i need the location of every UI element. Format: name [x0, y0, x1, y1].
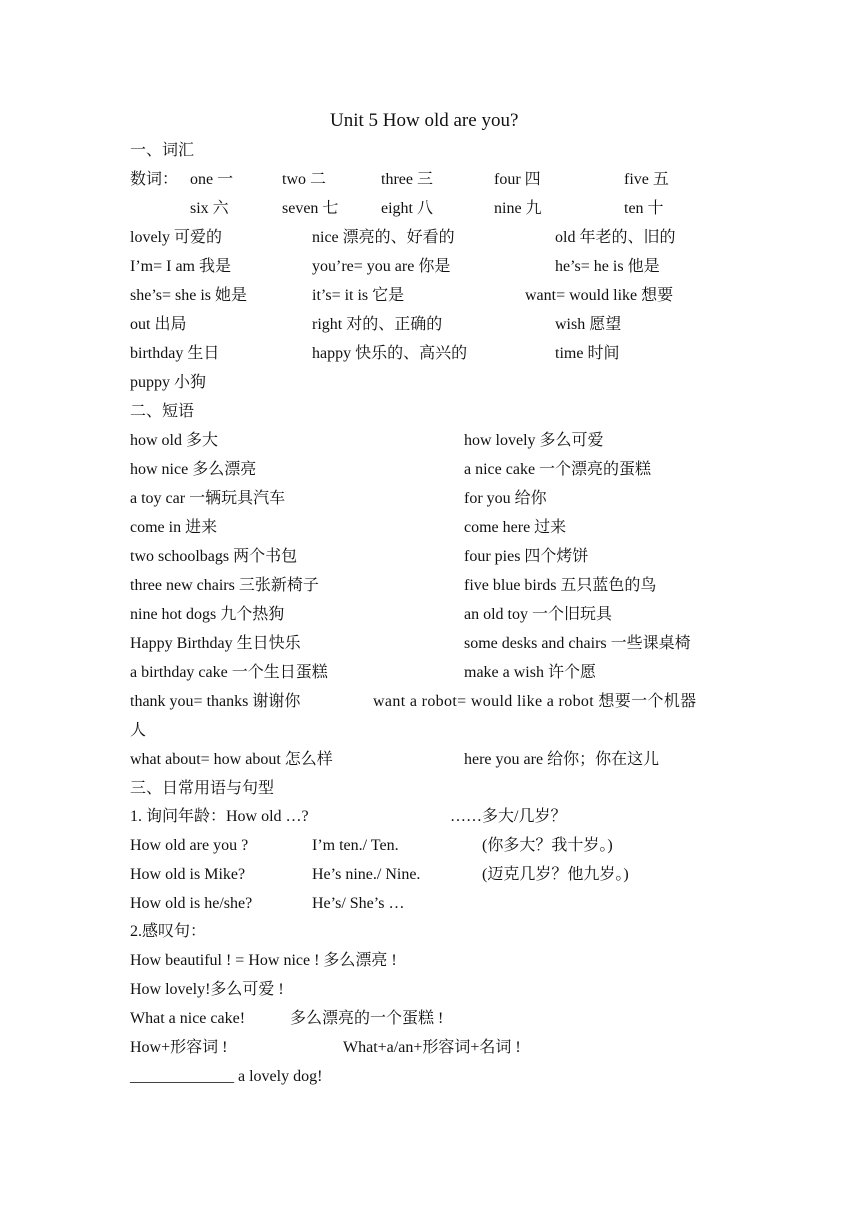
pattern-how: How+形容词 !: [130, 1039, 228, 1056]
phrase-item: two schoolbags 两个书包: [130, 548, 298, 565]
phrase-item: three new chairs 三张新椅子: [130, 577, 319, 594]
phrase-item: a nice cake 一个漂亮的蛋糕: [464, 461, 652, 478]
dialog-answer: He’s nine./ Nine.: [312, 866, 421, 883]
phrase-item: for you 给你: [464, 490, 547, 507]
phrase-item: nine hot dogs 九个热狗: [130, 606, 285, 623]
vocab-item: happy 快乐的、高兴的: [312, 345, 468, 362]
item1-meaning: ……多大/几岁？: [450, 808, 567, 825]
number-item: ten 十: [624, 200, 664, 217]
item2-label: 2.感叹句：: [130, 923, 207, 940]
phrase-item: a birthday cake 一个生日蛋糕: [130, 664, 328, 681]
dialog-question: How old are you ?: [130, 837, 249, 854]
vocab-item: I’m= I am 我是: [130, 258, 232, 275]
section-heading-expressions: 三、日常用语与句型: [130, 780, 275, 797]
dialog-question: How old is he/she?: [130, 895, 253, 912]
vocab-item: it’s= it is 它是: [312, 287, 405, 304]
exclamation-example: How lovely!多么可爱 !: [130, 981, 284, 998]
phrase-item: come here 过来: [464, 519, 567, 536]
page-title: Unit 5 How old are you?: [330, 110, 519, 131]
number-item: one 一: [190, 171, 234, 188]
exclamation-example-translation: 多么漂亮的一个蛋糕 !: [290, 1010, 444, 1027]
vocab-item: he’s= he is 他是: [555, 258, 660, 275]
phrase-item: here you are 给你；你在这儿: [464, 751, 660, 768]
phrase-item: thank you= thanks 谢谢你: [130, 693, 301, 710]
vocab-item: old 年老的、旧的: [555, 229, 676, 246]
vocab-item: out 出局: [130, 316, 187, 333]
item1-label: 1. 询问年龄：How old …?: [130, 808, 309, 825]
exclamation-example: How beautiful ! = How nice ! 多么漂亮 !: [130, 952, 397, 969]
number-item: seven 七: [282, 200, 339, 217]
phrase-item: make a wish 许个愿: [464, 664, 596, 681]
phrase-item: what about= how about 怎么样: [130, 751, 333, 768]
dialog-translation: (迈克几岁？他九岁。): [482, 866, 629, 883]
dialog-question: How old is Mike?: [130, 866, 246, 883]
phrase-item: four pies 四个烤饼: [464, 548, 589, 565]
vocab-item: birthday 生日: [130, 345, 220, 362]
number-item: five 五: [624, 171, 669, 188]
fill-blank-exercise: _____________ a lovely dog!: [130, 1068, 323, 1085]
vocab-item: nice 漂亮的、好看的: [312, 229, 455, 246]
phrase-item: come in 进来: [130, 519, 218, 536]
dialog-answer: I’m ten./ Ten.: [312, 837, 399, 854]
number-item: six 六: [190, 200, 229, 217]
phrase-item: Happy Birthday 生日快乐: [130, 635, 301, 652]
vocab-item: right 对的、正确的: [312, 316, 443, 333]
number-item: three 三: [381, 171, 433, 188]
vocab-item: time 时间: [555, 345, 620, 362]
phrase-item: how nice 多么漂亮: [130, 461, 257, 478]
vocab-item: puppy 小狗: [130, 374, 207, 391]
phrase-item: some desks and chairs 一些课桌椅: [464, 635, 691, 652]
section-heading-phrases: 二、短语: [130, 403, 195, 420]
vocab-item: she’s= she is 她是: [130, 287, 248, 304]
numbers-label: 数词：: [130, 171, 179, 188]
number-item: two 二: [282, 171, 327, 188]
vocab-item: you’re= you are 你是: [312, 258, 451, 275]
vocab-item: want= would like 想要: [525, 287, 674, 304]
phrase-item: how lovely 多么可爱: [464, 432, 604, 449]
number-item: four 四: [494, 171, 541, 188]
section-heading-vocabulary: 一、词汇: [130, 142, 195, 159]
phrase-item: how old 多大: [130, 432, 219, 449]
dialog-translation: (你多大？我十岁。): [482, 837, 613, 854]
vocab-item: wish 愿望: [555, 316, 622, 333]
phrase-item-wrap: 人: [130, 722, 147, 739]
dialog-answer: He’s/ She’s …: [312, 895, 405, 912]
phrase-item: a toy car 一辆玩具汽车: [130, 490, 286, 507]
phrase-item: five blue birds 五只蓝色的鸟: [464, 577, 657, 594]
phrase-item: want a robot= would like a robot 想要一个机器: [373, 693, 697, 710]
phrase-item: an old toy 一个旧玩具: [464, 606, 612, 623]
pattern-what: What+a/an+形容词+名词 !: [343, 1039, 521, 1056]
number-item: nine 九: [494, 200, 542, 217]
exclamation-example: What a nice cake!: [130, 1010, 246, 1027]
vocab-item: lovely 可爱的: [130, 229, 222, 246]
number-item: eight 八: [381, 200, 433, 217]
